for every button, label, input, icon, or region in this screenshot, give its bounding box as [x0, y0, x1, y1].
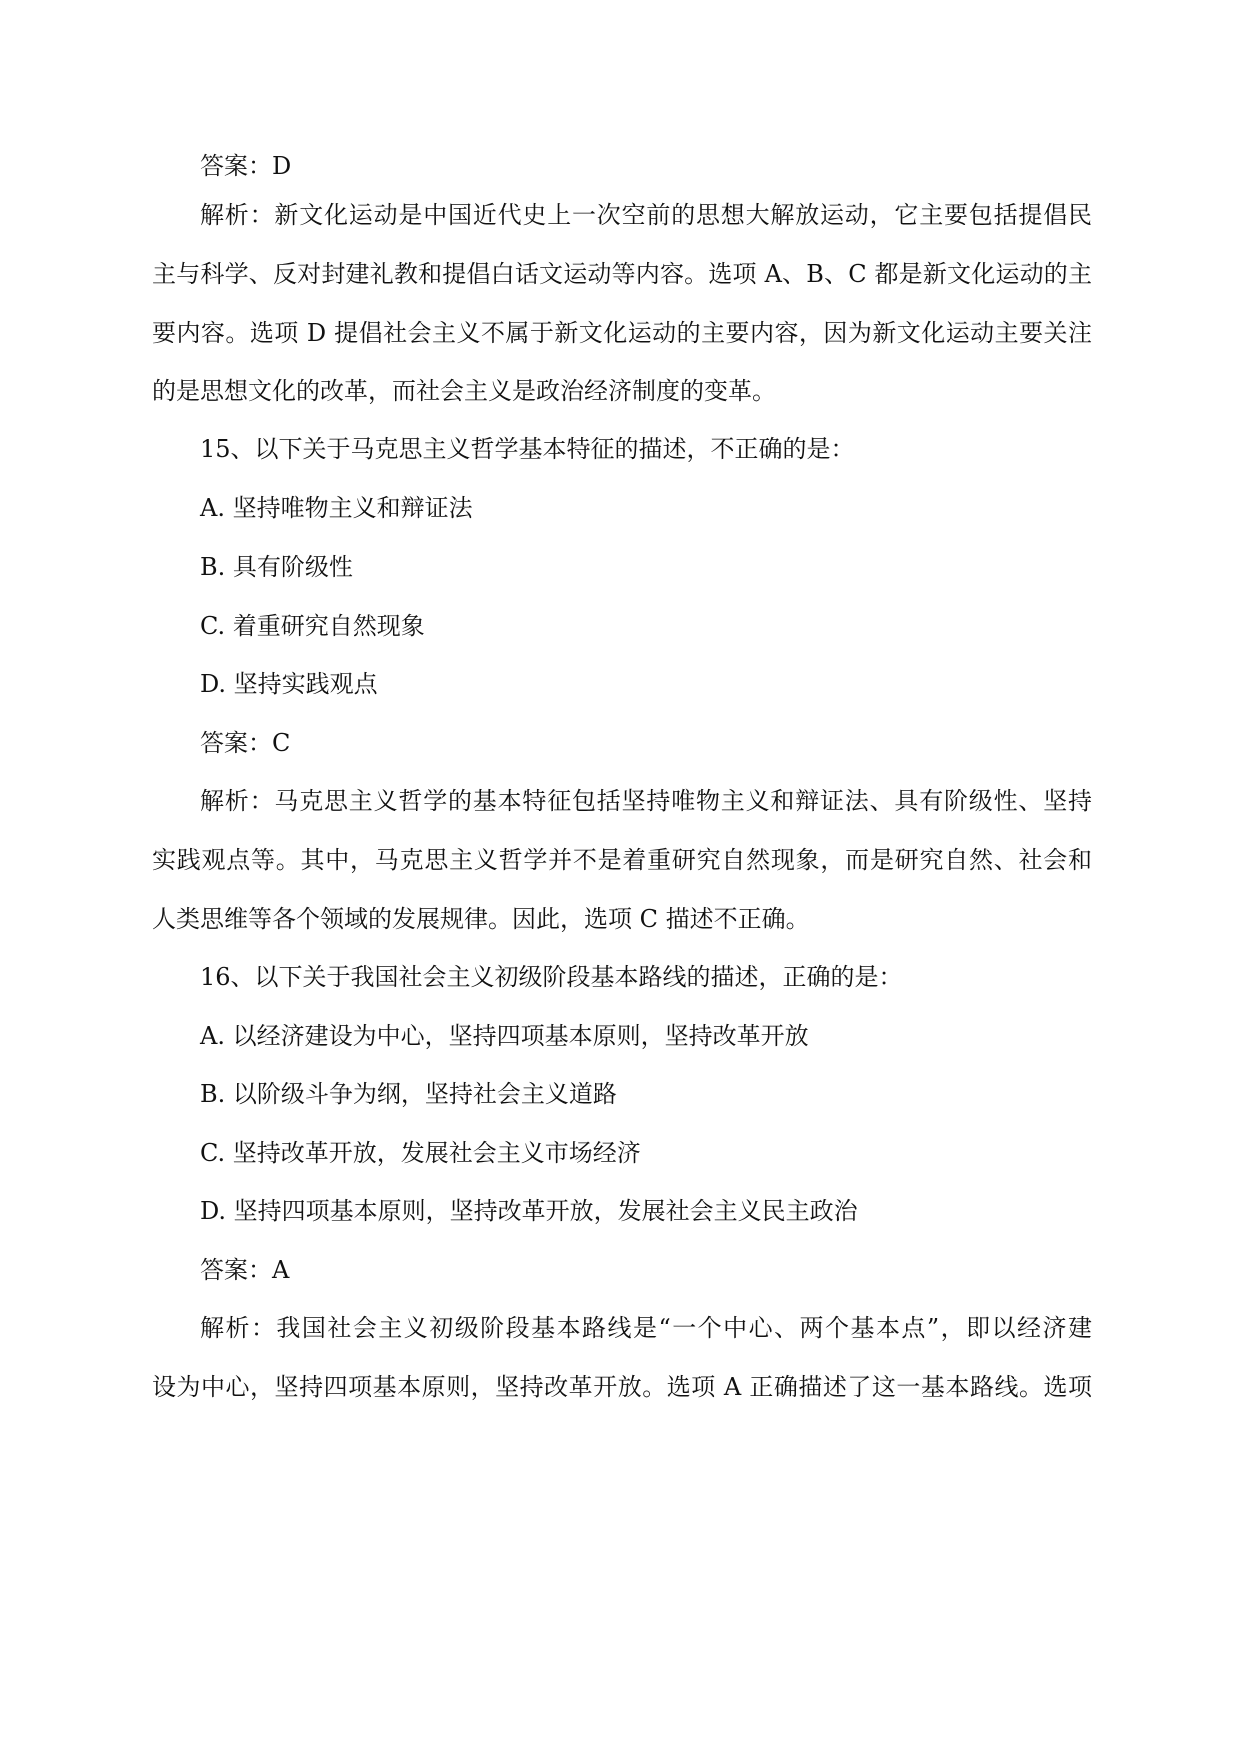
explanation-line: 人类思维等各个领域的发展规律。因此，选项 C 描述不正确。	[152, 905, 810, 933]
option-d: D. 坚持四项基本原则，坚持改革开放，发展社会主义民主政治	[200, 1197, 858, 1225]
option-b: B. 以阶级斗争为纲，坚持社会主义道路	[200, 1080, 617, 1108]
explanation-line: 解析：我国社会主义初级阶段基本路线是“一个中心、两个基本点”，即以经济建	[200, 1314, 1092, 1342]
answer-line: 答案：C	[200, 729, 291, 757]
explanation-line: 的是思想文化的改革，而社会主义是政治经济制度的变革。	[152, 377, 776, 405]
question-16-stem: 16、以下关于我国社会主义初级阶段基本路线的描述，正确的是：	[200, 963, 903, 991]
option-a: A. 坚持唯物主义和辩证法	[200, 494, 473, 522]
option-b: B. 具有阶级性	[200, 553, 353, 581]
explanation-line: 解析：马克思主义哲学的基本特征包括坚持唯物主义和辩证法、具有阶级性、坚持	[200, 787, 1092, 815]
explanation-line: 要内容。选项 D 提倡社会主义不属于新文化运动的主要内容，因为新文化运动主要关注	[152, 319, 1092, 347]
option-c: C. 坚持改革开放，发展社会主义市场经济	[200, 1139, 641, 1167]
option-a: A. 以经济建设为中心，坚持四项基本原则，坚持改革开放	[200, 1022, 809, 1050]
explanation-line: 实践观点等。其中，马克思主义哲学并不是着重研究自然现象，而是研究自然、社会和	[152, 846, 1092, 874]
answer-line: 答案：D	[200, 152, 292, 180]
option-c: C. 着重研究自然现象	[200, 612, 425, 640]
question-15-stem: 15、以下关于马克思主义哲学基本特征的描述，不正确的是：	[200, 435, 855, 463]
explanation-line: 主与科学、反对封建礼教和提倡白话文运动等内容。选项 A、B、C 都是新文化运动的主	[152, 260, 1092, 288]
explanation-line: 设为中心，坚持四项基本原则，坚持改革开放。选项 A 正确描述了这一基本路线。选项	[152, 1373, 1092, 1401]
explanation-line: 解析：新文化运动是中国近代史上一次空前的思想大解放运动，它主要包括提倡民	[200, 201, 1092, 229]
option-d: D. 坚持实践观点	[200, 670, 378, 698]
answer-line: 答案：A	[200, 1256, 290, 1284]
